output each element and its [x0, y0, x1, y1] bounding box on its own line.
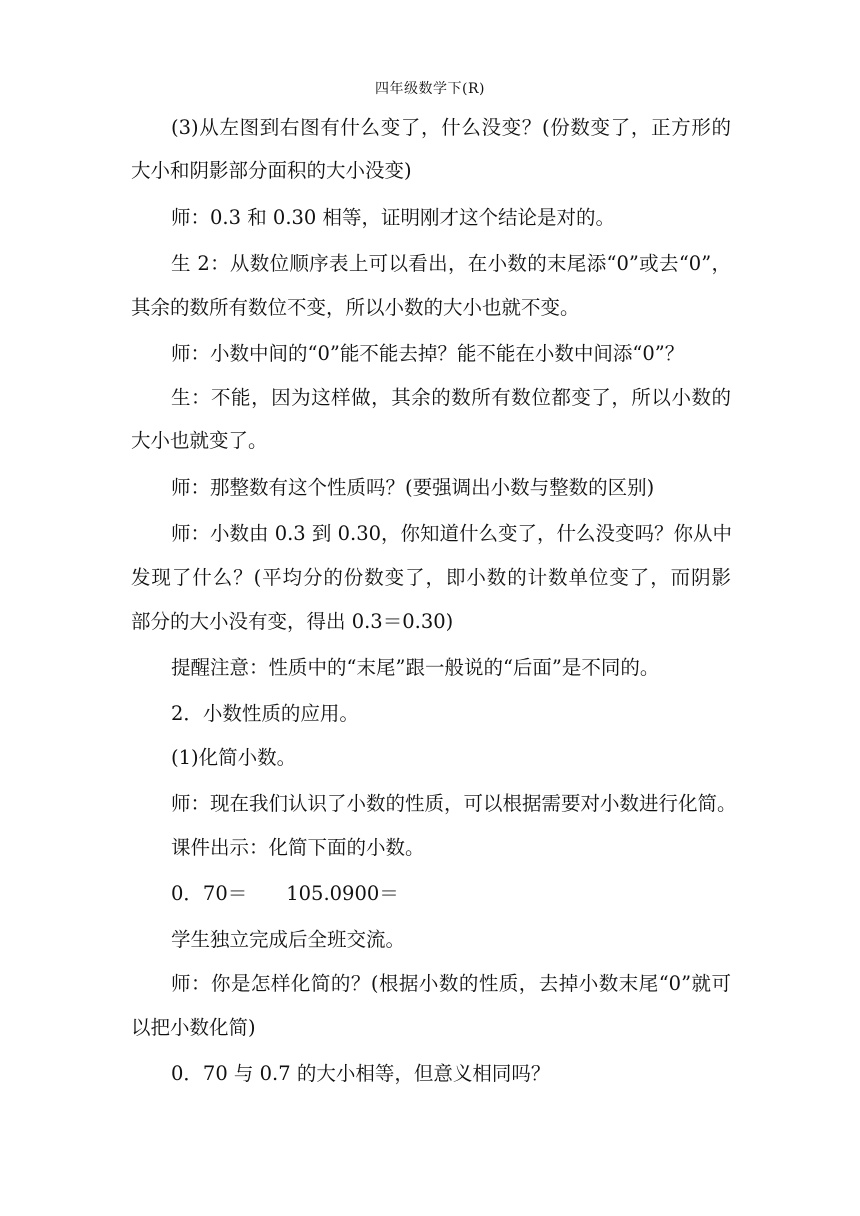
paragraph-line: 师：小数由 0.3 到 0.30，你知道什么变了，什么没变吗？你从中	[171, 522, 733, 545]
paragraph-line: 师：小数中间的“0”能不能去掉？能不能在小数中间添“0”？	[171, 342, 685, 365]
paragraph-line: 提醒注意：性质中的“末尾”跟一般说的“后面”是不同的。	[171, 656, 660, 679]
paragraph-line: 以把小数化简)	[131, 1016, 256, 1039]
paragraph-line: 2．小数性质的应用。	[171, 702, 359, 725]
paragraph-line: 师：那整数有这个性质吗？(要强调出小数与整数的区别)	[171, 476, 655, 499]
paragraph-line: 大小也就变了。	[131, 429, 268, 452]
paragraph-line: 发现了什么？(平均分的份数变了，即小数的计数单位变了，而阴影	[131, 566, 731, 589]
paragraph-line: 0．70＝ 105.0900＝	[171, 882, 399, 905]
paragraph-line: 课件出示：化简下面的小数。	[171, 836, 425, 859]
paragraph-line: 师：你是怎样化简的？(根据小数的性质，去掉小数末尾“0”就可	[171, 972, 731, 995]
paragraph-line: 0．70 与 0.7 的大小相等，但意义相同吗？	[171, 1062, 551, 1085]
paragraph-line: 生 2：从数位顺序表上可以看出，在小数的末尾添“0”或去“0”，	[171, 252, 731, 275]
page-header: 四年级数学下(R)	[375, 81, 485, 97]
paragraph-line: 大小和阴影部分面积的大小没变)	[131, 159, 412, 182]
paragraph-line: 师：现在我们认识了小数的性质，可以根据需要对小数进行化简。	[171, 792, 737, 815]
paragraph-line: 部分的大小没有变，得出 0.3＝0.30)	[131, 610, 454, 633]
paragraph-line: 其余的数所有数位不变，所以小数的大小也就不变。	[131, 296, 580, 319]
paragraph-line: (1)化简小数。	[171, 746, 297, 769]
paragraph-line: 生：不能，因为这样做，其余的数所有数位都变了，所以小数的	[171, 386, 731, 409]
paragraph-line: 师：0.3 和 0.30 相等，证明刚才这个结论是对的。	[171, 206, 616, 229]
paragraph-line: 学生独立完成后全班交流。	[171, 928, 406, 951]
paragraph-line: (3)从左图到右图有什么变了，什么没变？(份数变了，正方形的	[171, 116, 731, 139]
